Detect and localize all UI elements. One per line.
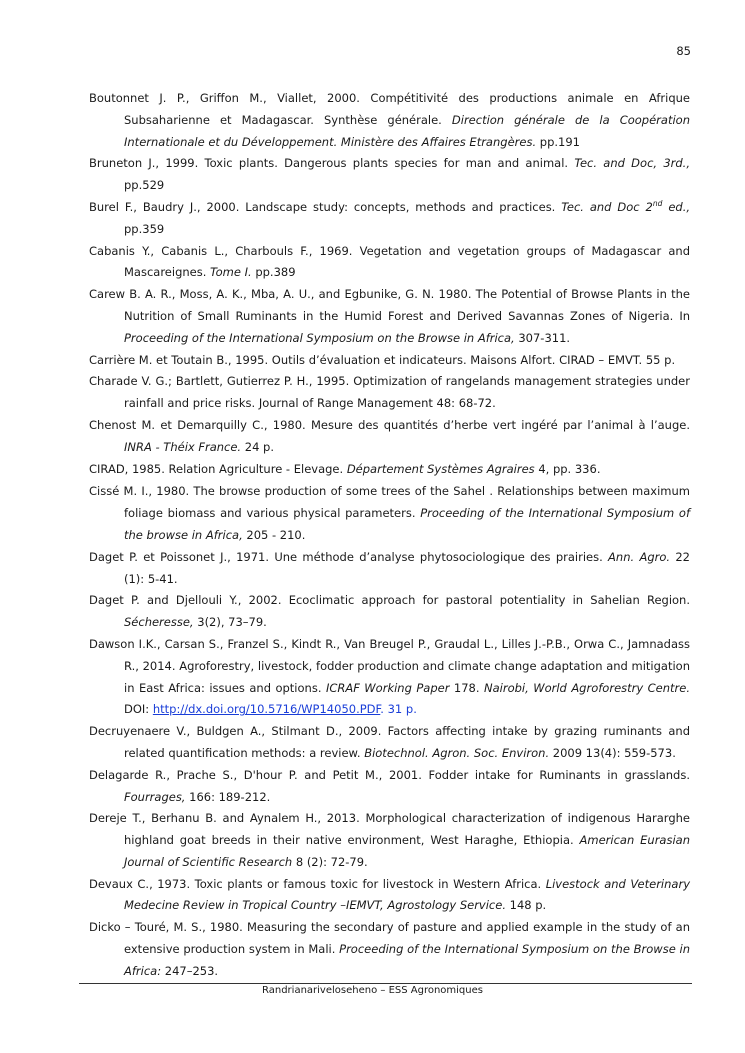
- ref-text: Delagarde R., Prache S., D'hour P. and Petit M., 2001. Fodder intake for Ruminants in grasslands.: [89, 767, 690, 782]
- reference-item: [89, 415, 690, 459]
- reference-item: [89, 808, 690, 873]
- reference-item: [89, 350, 690, 372]
- reference-item: [89, 88, 690, 153]
- ref-text: Cissé M. I., 1980. The browse production of some trees of the Sahel . Relationships between maximum foliage biomass and various physical parameters.: [89, 484, 690, 521]
- ref-text: Dereje T., Berhanu B. and Aynalem H., 2013. Morphological characterization of indigenous Hararghe highland goat breeds in their native environment, West Haraghe, Ethiopia.: [89, 811, 690, 848]
- ref-pages: 166: 189-212.: [185, 789, 271, 804]
- reference-item: [89, 371, 690, 415]
- footer-rule: [79, 983, 692, 984]
- ref-source: Proceeding of the International Symposium on the Browse in Africa:: [124, 942, 690, 978]
- ref-text: Dicko – Touré, M. S., 1980. Measuring the secondary of pasture and applied example in the study of an extensive production system in Mali.: [89, 920, 690, 957]
- reference-item: [89, 153, 690, 197]
- ref-pages: 4, pp. 336.: [534, 461, 601, 476]
- ref-text: Carrière M. et Toutain B., 1995. Outils d’évaluation et indicateurs. Maisons Alfort. CIRAD – EMVT. 55 p.: [89, 352, 676, 367]
- ref-pages: 178.: [449, 680, 484, 695]
- ref-source: INRA - Théix France.: [124, 439, 242, 454]
- ref-source: Proceeding of the International Symposium of the browse in Africa,: [124, 506, 691, 542]
- reference-list: [89, 88, 690, 983]
- ref-pages: 205 - 210.: [242, 527, 306, 542]
- page-number: 85: [676, 44, 691, 58]
- ref-source-cont: ed.,: [662, 199, 691, 214]
- ref-pages: 22 (1): 5-41.: [124, 549, 690, 586]
- ref-doi-label: DOI:: [124, 702, 153, 717]
- ref-source: Livestock and Veterinary Medecine Review in Tropical Country –IEMVT, Agrostology Service.: [124, 876, 690, 913]
- ref-source: Département Systèmes Agraires: [346, 461, 535, 476]
- ref-text: Burel F., Baudry J., 2000. Landscape study: concepts, methods and practices.: [89, 199, 562, 214]
- page-footer: Randrianarivelosehenо – ESS Agronomiques: [262, 985, 483, 996]
- reference-item: [89, 241, 690, 285]
- ref-text: Daget P. et Poissonet J., 1971. Une méthode d’analyse phytosociologique des prairies.: [89, 549, 609, 564]
- reference-item: [89, 917, 690, 982]
- reference-item: [89, 721, 690, 765]
- ref-source: American Eurasian Journal of Scientific Research: [124, 833, 690, 869]
- ref-publisher: Nairobi, World Agroforestry Centre.: [484, 680, 690, 695]
- ref-pages: 247–253.: [161, 963, 219, 978]
- ref-text: Bruneton J., 1999. Toxic plants. Dangerous plants species for man and animal.: [89, 156, 575, 171]
- ref-text: Daget P. and Djellouli Y., 2002. Ecoclimatic approach for pastoral potentiality in Sahelian Region.: [89, 593, 690, 608]
- reference-item: [89, 590, 690, 634]
- ref-pages: pp.191: [536, 134, 580, 149]
- ref-pages: pp.359: [124, 221, 165, 236]
- ref-source: Fourrages,: [124, 789, 186, 804]
- ref-pages: 24 p.: [241, 439, 274, 454]
- ref-source: Tome I.: [210, 265, 252, 280]
- ref-text: CIRAD, 1985. Relation Agriculture - Elevage.: [89, 461, 347, 476]
- ref-text: Cabanis Y., Cabanis L., Charbouls F., 1969. Vegetation and vegetation groups of Madagascar and Mascareignes.: [89, 243, 690, 280]
- ref-text: Dawson I.K., Carsan S., Franzel S., Kindt R., Van Breugel P., Graudal L., Lilles J.-P.B., Orwa C., Jamnadass R., 2014. Agroforestry, livestock, fodder production and climate change adaptation and mitigation in East Africa: issues and options.: [89, 636, 690, 695]
- ref-text: Carew B. A. R., Moss, A. K., Mba, A. U., and Egbunike, G. N. 1980. The Potential of Browse Plants in the Nutrition of Small Ruminants in the Humid Forest and Derived Savannas Zones of Nigeria. In: [89, 287, 690, 323]
- reference-item: [89, 765, 690, 809]
- ref-source: Sécheresse,: [124, 615, 194, 630]
- ref-text: Devaux C., 1973. Toxic plants or famous toxic for livestock in Western Africa.: [89, 876, 546, 891]
- ref-source: Tec. and Doc 2: [561, 199, 653, 214]
- reference-item: [89, 547, 690, 591]
- ref-superscript: nd: [652, 199, 663, 209]
- ref-text: Boutonnet J. P., Griffon M., Viallet, 2000. Compétitivité des productions animale en Afrique Subsaharienne et Madagascar. Synthèse générale.: [89, 91, 690, 127]
- ref-text: Chenost M. et Demarquilly C., 1980. Mesure des quantités d’herbe vert ingéré par l’animal à l’auge.: [89, 417, 690, 432]
- ref-pages: 2009 13(4): 559-573.: [549, 745, 676, 760]
- ref-pages: pp.389: [251, 265, 296, 280]
- reference-item: [89, 459, 690, 481]
- reference-item: [89, 481, 690, 546]
- ref-text: Decruyenaere V., Buldgen A., Stilmant D., 2009. Factors affecting intake by grazing ruminants and related quantification methods: a review.: [89, 724, 690, 760]
- ref-pages: pp.529: [124, 178, 165, 193]
- ref-source: Proceeding of the International Symposium on the Browse in Africa,: [124, 330, 515, 345]
- reference-item: [89, 634, 690, 721]
- ref-source: Direction générale de la Coopération Internationale et du Développement. Ministère des Affaires Etrangères.: [124, 112, 690, 149]
- reference-item: [89, 284, 690, 349]
- ref-pages: . 31 p.: [380, 702, 417, 717]
- reference-item: [89, 197, 690, 241]
- ref-pages: 148 p.: [506, 898, 547, 913]
- ref-source: Tec. and Doc, 3rd.,: [574, 156, 690, 171]
- ref-source: ICRAF Working Paper: [325, 680, 450, 695]
- doi-link[interactable]: http://dx.doi.org/10.5716/WP14050.PDF: [152, 702, 381, 717]
- ref-pages: 3(2), 73–79.: [193, 615, 267, 630]
- reference-item: [89, 874, 690, 918]
- ref-pages: 307-311.: [514, 330, 571, 345]
- ref-text: Charade V. G.; Bartlett, Gutierrez P. H., 1995. Optimization of rangelands management strategies under rainfall and price risks. Journal of Range Management 48: 68-72.: [89, 374, 690, 411]
- ref-pages: 8 (2): 72-79.: [292, 854, 368, 869]
- ref-source: Ann. Agro.: [608, 549, 671, 564]
- ref-source: Biotechnol. Agron. Soc. Environ.: [364, 745, 550, 760]
